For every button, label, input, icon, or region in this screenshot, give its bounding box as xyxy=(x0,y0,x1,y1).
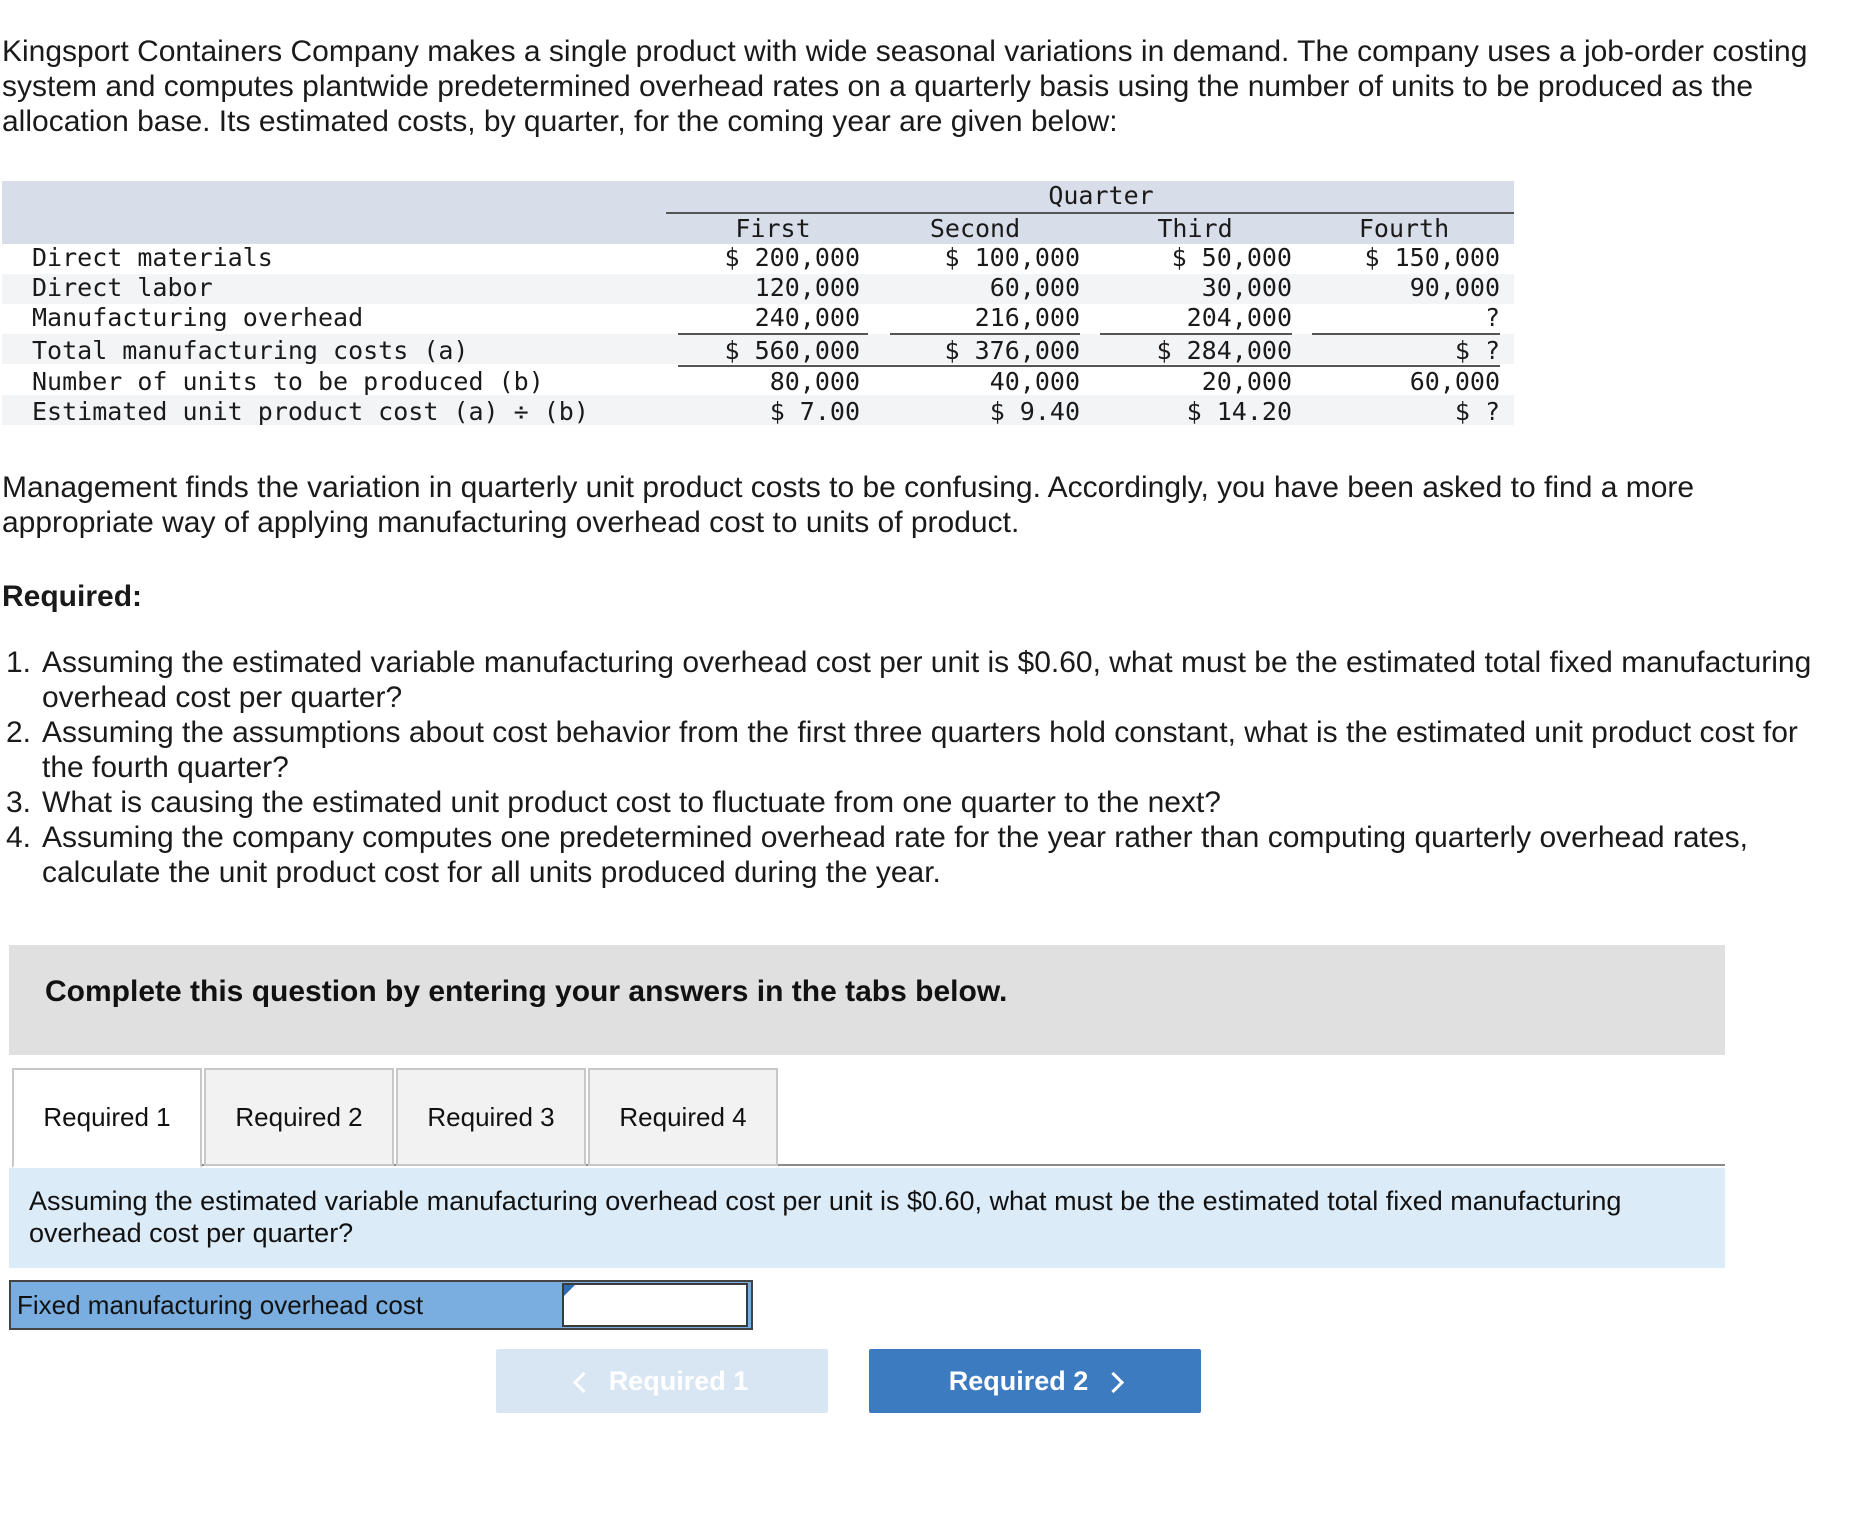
prev-required-button[interactable]: Required 1 xyxy=(496,1349,828,1413)
table-cell: $ 150,000 xyxy=(1364,243,1500,272)
row-label: Number of units to be produced (b) xyxy=(32,367,544,396)
tab-required-3[interactable]: Required 3 xyxy=(396,1068,586,1166)
row-label: Estimated unit product cost (a) ÷ (b) xyxy=(32,397,589,426)
input-marker-icon xyxy=(564,1285,575,1296)
table-cell: 20,000 xyxy=(1201,367,1292,396)
row-label: Total manufacturing costs (a) xyxy=(32,336,469,365)
banner-text: Complete this question by entering your answers in the tabs below. xyxy=(45,975,1008,1008)
list-item: 4. Assuming the company computes one predetermined overhead rate for the year rather than computing quarterly overhead rates, calculate the unit product cost for all units produced during the year. xyxy=(6,821,1748,889)
column-header: Fourth xyxy=(1358,214,1450,243)
subtotal-rule xyxy=(678,333,868,335)
list-item: 3. What is causing the estimated unit product cost to fluctuate from one quarter to the next? xyxy=(6,786,1221,819)
next-required-button[interactable]: Required 2 xyxy=(869,1349,1201,1413)
question-box xyxy=(9,1168,1725,1268)
row-label: Direct labor xyxy=(32,273,213,302)
table-cell: $ 14.20 xyxy=(1186,397,1292,426)
table-cell: 60,000 xyxy=(989,273,1080,302)
table-cell: $ ? xyxy=(1454,336,1500,365)
tab-required-1[interactable]: Required 1 xyxy=(12,1068,202,1168)
row-label: Direct materials xyxy=(32,243,273,272)
table-cell: 80,000 xyxy=(769,367,860,396)
table-cell: $ 9.40 xyxy=(989,397,1080,426)
table-cell: ? xyxy=(1484,303,1500,332)
table-cell: $ 200,000 xyxy=(724,243,860,272)
table-cell: $ ? xyxy=(1454,397,1500,426)
question-text: Assuming the estimated variable manufacturing overhead cost per unit is $0.60, what must be the estimated total fixed manufacturing overhead cost per quarter? xyxy=(29,1186,1622,1248)
management-paragraph: Management finds the variation in quarterly unit product costs to be confusing. Accordingly, you have been asked to find a more appropriate way of applying manufacturing overhead cost to units of product. xyxy=(2,471,1695,539)
table-cell: $ 100,000 xyxy=(944,243,1080,272)
subtotal-rule xyxy=(1312,333,1500,335)
table-cell: $ 376,000 xyxy=(944,336,1080,365)
subtotal-rule xyxy=(890,333,1080,335)
table-cell: $ 284,000 xyxy=(1156,336,1292,365)
tab-required-2[interactable]: Required 2 xyxy=(204,1068,394,1166)
table-cell: 90,000 xyxy=(1409,273,1500,302)
answer-label: Fixed manufacturing overhead cost xyxy=(17,1290,424,1320)
row-label: Manufacturing overhead xyxy=(32,303,364,332)
answer-row xyxy=(9,1280,753,1330)
intro-paragraph: Kingsport Containers Company makes a single product with wide seasonal variations in demand. The company uses a job-order costing system and computes plantwide predetermined overhead rates on a quarterly basis using the number of units to be produced as the allocation base. Its estimated costs, by quarter, for the coming year are given below: xyxy=(2,35,1808,138)
table-cell: 240,000 xyxy=(754,303,860,332)
table-cell: $ 50,000 xyxy=(1171,243,1292,272)
table-cell: 204,000 xyxy=(1186,303,1292,332)
table-cell: 60,000 xyxy=(1409,367,1500,396)
chevron-right-icon xyxy=(1103,1372,1124,1393)
list-item: 1. Assuming the estimated variable manufacturing overhead cost per unit is $0.60, what must be the estimated total fixed manufacturing overhead cost per quarter? xyxy=(6,646,1812,714)
table-cell: 40,000 xyxy=(989,367,1080,396)
subtotal-rule xyxy=(1100,333,1292,335)
table-cell: 216,000 xyxy=(974,303,1080,332)
requirements-list xyxy=(0,645,1820,890)
table-cell: 120,000 xyxy=(754,273,860,302)
instructions-banner xyxy=(9,945,1725,1055)
column-header: First xyxy=(735,214,811,243)
fixed-overhead-input[interactable] xyxy=(562,1283,748,1327)
required-heading: Required: xyxy=(2,580,143,613)
cost-table xyxy=(2,181,1514,431)
column-header: Third xyxy=(1157,214,1233,243)
column-header: Second xyxy=(929,214,1021,243)
table-cell: $ 560,000 xyxy=(724,336,860,365)
chevron-left-icon xyxy=(573,1372,594,1393)
table-cell: 30,000 xyxy=(1201,273,1292,302)
table-cell: $ 7.00 xyxy=(769,397,860,426)
quarter-group-header: Quarter xyxy=(1048,181,1154,210)
list-item: 2. Assuming the assumptions about cost behavior from the first three quarters hold constant, what is the estimated unit product cost for the fourth quarter? xyxy=(6,716,1798,784)
tab-required-4[interactable]: Required 4 xyxy=(588,1068,778,1166)
